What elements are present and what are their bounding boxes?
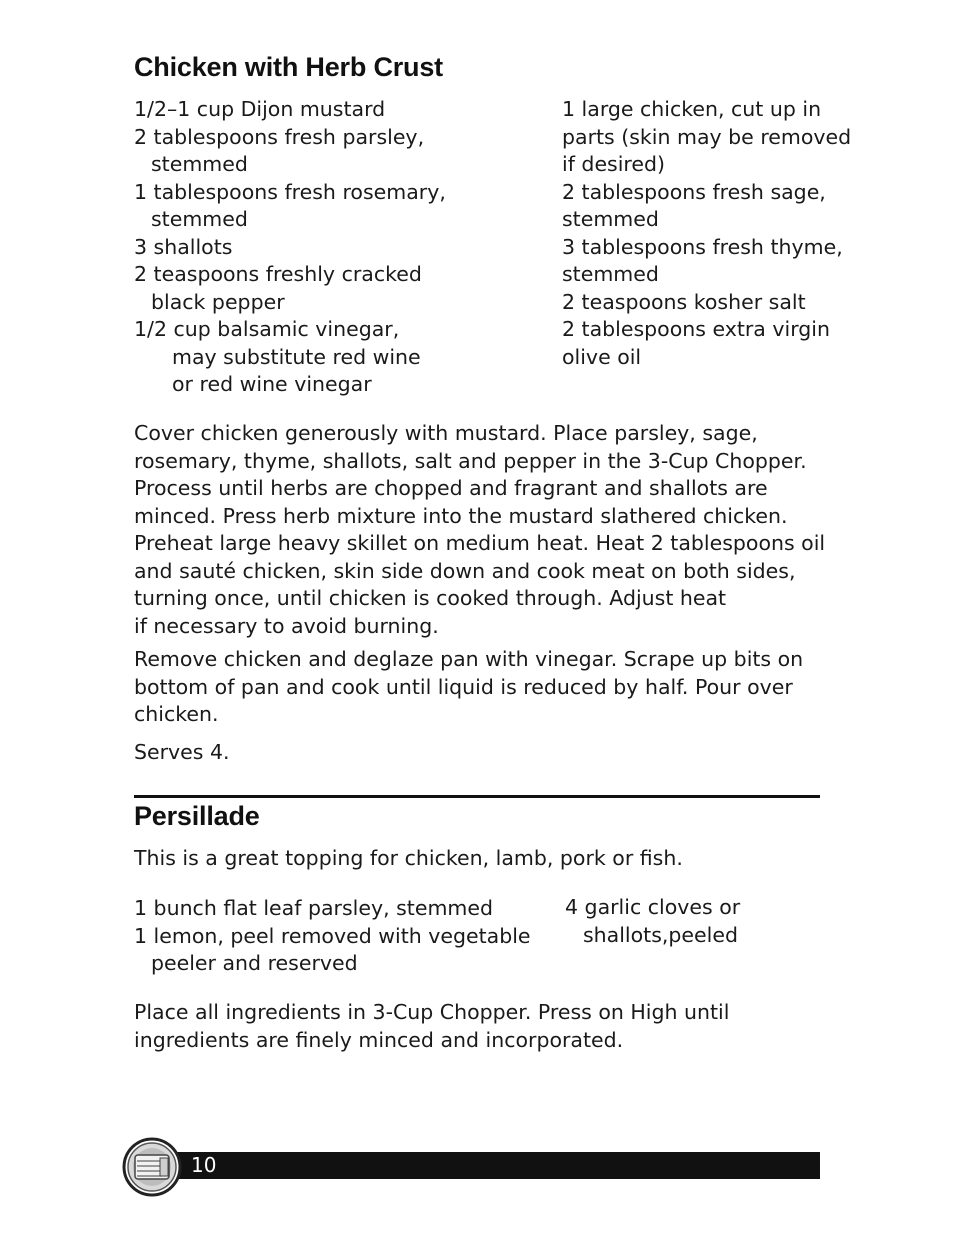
- ingredient-line: 3 shallots: [134, 234, 233, 259]
- ingredient-line-continued: may substitute red wine: [172, 344, 421, 369]
- text-line: Serves 4.: [134, 740, 230, 764]
- ingredient-line: if desired): [562, 152, 666, 176]
- ingredient-item: [134, 234, 544, 262]
- directions-paragraph: [134, 999, 834, 1054]
- text-line: minced. Press herb mixture into the mustard slathered chicken.: [134, 503, 788, 528]
- text-line: turning once, until chicken is cooked through. Adjust heat: [134, 586, 727, 610]
- ingredient-line: 1 lemon, peel removed with vegetable: [134, 923, 531, 948]
- ingredient-item: [134, 179, 544, 234]
- ingredient-line-continued: or red wine vinegar: [172, 372, 372, 396]
- text-line: rosemary, thyme, shallots, salt and pepper in the 3-Cup Chopper.: [134, 448, 807, 473]
- serves-note: [134, 739, 534, 767]
- ingredients-right-column: [565, 894, 825, 949]
- ingredient-line: 1/2 cup balsamic vinegar,: [134, 317, 400, 341]
- text-line: chicken.: [134, 702, 219, 726]
- text-line: This is a great topping for chicken, lamb, pork or fish.: [134, 846, 683, 870]
- text-line: Remove chicken and deglaze pan with vinegar. Scrape up bits on: [134, 647, 804, 671]
- ingredient-line: parts (skin may be removed: [562, 124, 852, 149]
- ingredient-item: [134, 895, 554, 923]
- ingredient-item: [134, 96, 544, 124]
- ingredient-line: olive oil: [562, 344, 642, 369]
- ingredient-line: 4 garlic cloves or: [565, 895, 741, 919]
- text-line: Place all ingredients in 3-Cup Chopper. Press on High until: [134, 1000, 730, 1024]
- section-divider: [134, 795, 820, 798]
- ingredient-line: 1/2–1 cup Dijon mustard: [134, 97, 386, 121]
- text-line: if necessary to avoid burning.: [134, 613, 439, 638]
- text-line: ingredients are finely minced and incorporated.: [134, 1027, 624, 1052]
- ingredient-item: [134, 923, 554, 978]
- text-line: Preheat large heavy skillet on medium heat. Heat 2 tablespoons oil: [134, 531, 826, 555]
- ingredient-line: 1 tablespoons fresh rosemary,: [134, 179, 446, 204]
- ingredient-line: 1 large chicken, cut up in: [562, 97, 822, 121]
- ingredient-item: [134, 124, 544, 179]
- ingredient-line-continued: shallots,peeled: [583, 922, 738, 947]
- ingredient-line: 2 teaspoons kosher salt: [562, 289, 806, 314]
- text-line: and sauté chicken, skin side down and cook meat on both sides,: [134, 558, 796, 583]
- ingredient-line: 2 teaspoons freshly cracked: [134, 262, 422, 286]
- ingredient-line-continued: peeler and reserved: [151, 951, 358, 975]
- ingredient-item: [565, 894, 825, 949]
- ingredients-left-column: [134, 96, 544, 399]
- ingredient-line-continued: stemmed: [151, 152, 248, 176]
- ingredients-left-column: [134, 895, 554, 978]
- ingredients-right-column: [562, 96, 862, 371]
- ingredient-line-continued: black pepper: [151, 289, 285, 314]
- ingredient-item: [134, 261, 544, 316]
- footer-bar: [150, 1152, 820, 1179]
- directions-paragraph: [134, 646, 834, 729]
- ingredient-line: 2 tablespoons fresh parsley,: [134, 124, 425, 149]
- ingredient-item: [134, 316, 544, 399]
- recipe-title-persillade: Persillade: [134, 801, 260, 831]
- ingredient-line: 3 tablespoons fresh thyme,: [562, 234, 843, 259]
- text-line: Cover chicken generously with mustard. Place parsley, sage,: [134, 421, 758, 445]
- text-line: Process until herbs are chopped and fragrant and shallots are: [134, 476, 768, 500]
- ingredient-line: stemmed: [562, 262, 659, 286]
- directions-paragraph: [134, 420, 834, 640]
- ingredient-line: 2 tablespoons extra virgin: [562, 317, 830, 341]
- page-number: 10: [191, 1153, 217, 1177]
- recipe-title-chicken-herb-crust: Chicken with Herb Crust: [134, 52, 443, 82]
- recipe-intro: [134, 845, 834, 873]
- chopper-icon: [122, 1137, 182, 1197]
- ingredient-line-continued: stemmed: [151, 207, 248, 231]
- ingredient-line: 2 tablespoons fresh sage,: [562, 179, 826, 204]
- ingredient-line: stemmed: [562, 207, 659, 231]
- text-line: bottom of pan and cook until liquid is reduced by half. Pour over: [134, 674, 793, 699]
- ingredient-line: 1 bunch flat leaf parsley, stemmed: [134, 896, 494, 920]
